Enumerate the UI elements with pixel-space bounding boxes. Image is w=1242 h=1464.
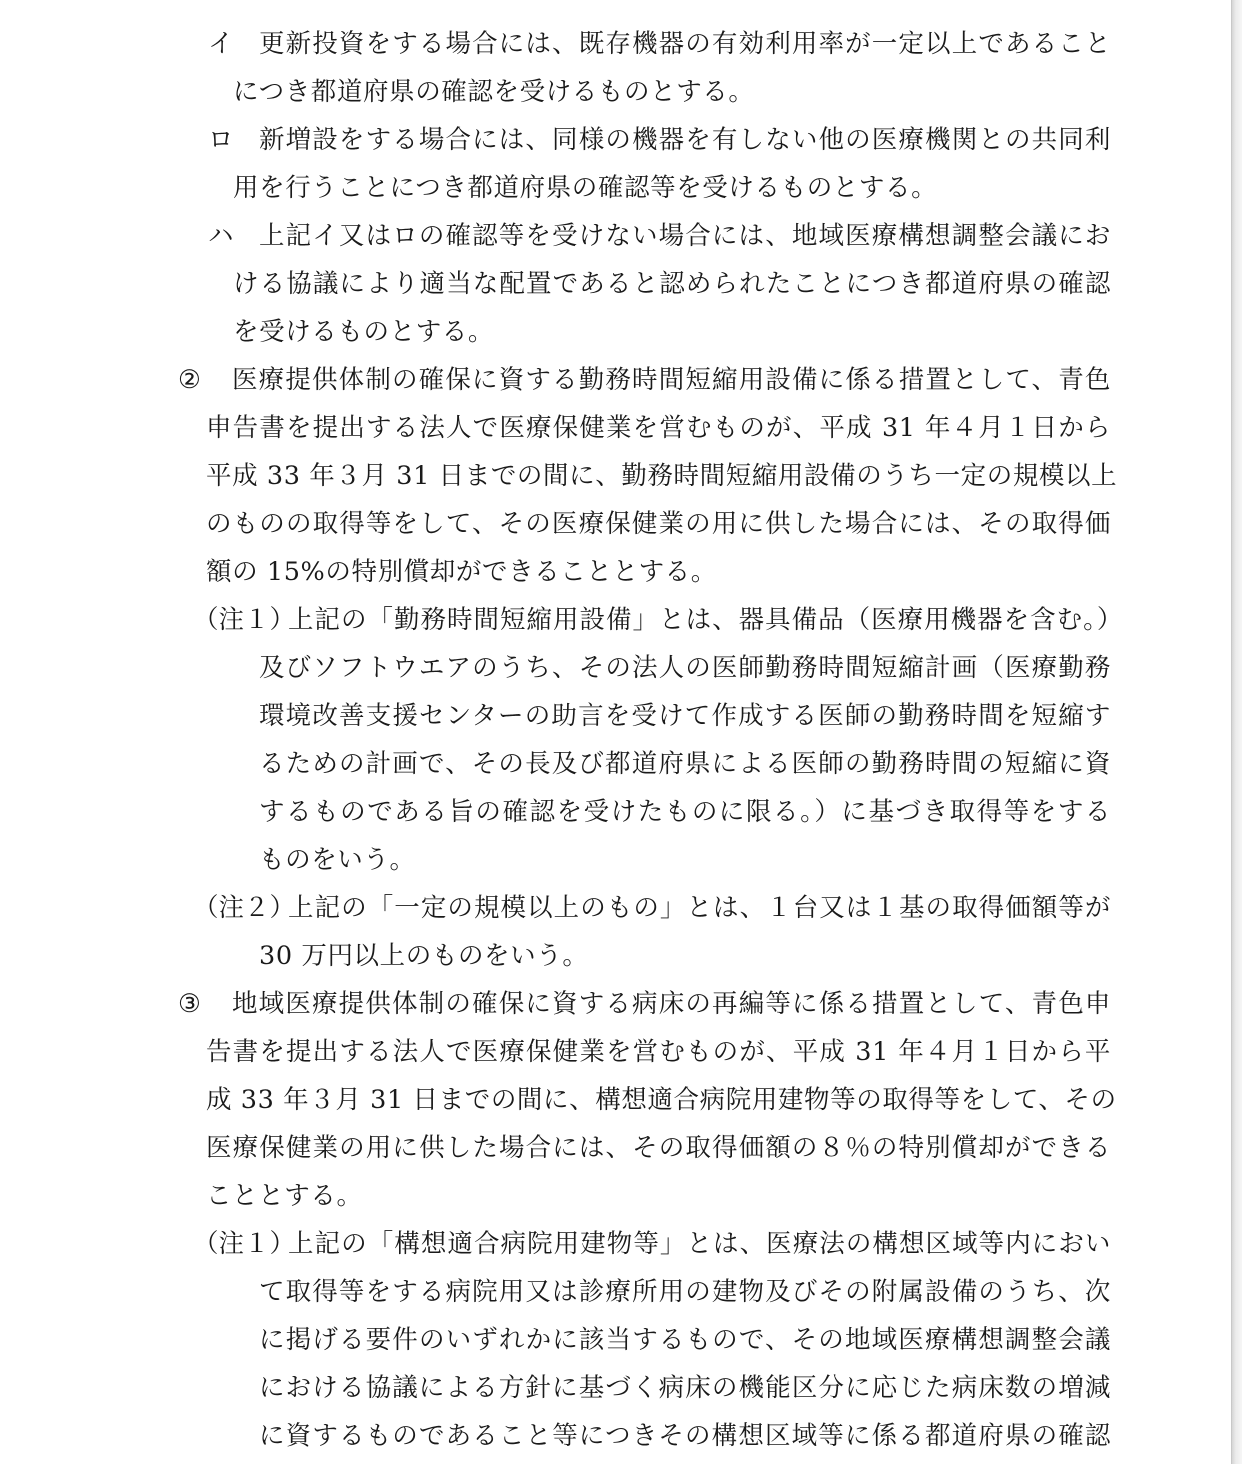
text-line: 上記の「勤務時間短縮用設備」とは、器具備品（医療用機器を含む。） [288, 605, 1123, 635]
text-line: 上記の「構想適合病院用建物等」とは、医療法の構想区域等内におい [288, 1229, 1111, 1259]
page-edge [1231, 0, 1242, 1464]
text-line: するものである旨の確認を受けたものに限る。）に基づき取得等をする [259, 797, 1111, 827]
text-line: における協議による方針に基づく病床の機能区分に応じた病床数の増減 [259, 1373, 1111, 1403]
note-marker-2: （注２） [193, 893, 296, 923]
text-line: こととする。 [206, 1181, 363, 1211]
text-line: につき都道府県の確認を受けるものとする。 [233, 77, 755, 107]
text-line: 平成 33 年３月 31 日までの間に、勤務時間短縮用設備のうち一定の規模以上 [206, 461, 1118, 491]
text-line: 医療保健業の用に供した場合には、その取得価額の８％の特別償却ができる [206, 1133, 1111, 1163]
text-line: に資するものであること等につきその構想区域等に係る都道府県の確認 [259, 1421, 1111, 1451]
text-line: 額の 15%の特別償却ができることとする。 [206, 557, 717, 587]
text-line: 更新投資をする場合には、既存機器の有効利用率が一定以上であること [259, 29, 1111, 59]
text-line: 成 33 年３月 31 日までの間に、構想適合病院用建物等の取得等をして、その [206, 1085, 1117, 1115]
text-line: 医療提供体制の確保に資する勤務時間短縮用設備に係る措置として、青色 [232, 365, 1111, 395]
text-line: 環境改善支援センターの助言を受けて作成する医師の勤務時間を短縮す [259, 701, 1111, 731]
item-marker-ha: ハ [208, 221, 234, 251]
note-marker-1: （注１） [193, 1229, 296, 1259]
text-line: 及びソフトウエアのうち、その法人の医師勤務時間短縮計画（医療勤務 [259, 653, 1111, 683]
text-line: ものをいう。 [259, 845, 416, 875]
text-line: 用を行うことにつき都道府県の確認等を受けるものとする。 [233, 173, 938, 203]
text-line: 地域医療提供体制の確保に資する病床の再編等に係る措置として、青色申 [232, 989, 1111, 1019]
item-marker-ro: ロ [208, 125, 234, 155]
text-line: に掲げる要件のいずれかに該当するもので、その地域医療構想調整会議 [259, 1325, 1111, 1355]
text-line: 30 万円以上のものをいう。 [259, 941, 589, 971]
text-line: て取得等をする病院用又は診療所用の建物及びその附属設備のうち、次 [259, 1277, 1111, 1307]
text-line: を受けるものとする。 [233, 317, 495, 347]
text-line: のものの取得等をして、その医療保健業の用に供した場合には、その取得価 [206, 509, 1111, 539]
note-marker-1: （注１） [193, 605, 296, 635]
text-line: 新増設をする場合には、同様の機器を有しない他の医療機関との共同利 [259, 125, 1111, 155]
text-line: ける協議により適当な配置であると認められたことにつき都道府県の確認 [233, 269, 1111, 299]
text-line: 上記イ又はロの確認等を受けない場合には、地域医療構想調整会議にお [259, 221, 1111, 251]
section-marker-3: ③ [178, 989, 201, 1019]
section-marker-2: ② [178, 365, 201, 395]
text-line: るための計画で、その長及び都道府県による医師の勤務時間の短縮に資 [259, 749, 1111, 779]
item-marker-i: イ [208, 29, 234, 59]
text-line: 告書を提出する法人で医療保健業を営むものが、平成 31 年４月１日から平 [206, 1037, 1111, 1067]
text-line: 申告書を提出する法人で医療保健業を営むものが、平成 31 年４月１日から [206, 413, 1111, 443]
text-line: 上記の「一定の規模以上のもの」とは、１台又は１基の取得価額等が [288, 893, 1111, 923]
